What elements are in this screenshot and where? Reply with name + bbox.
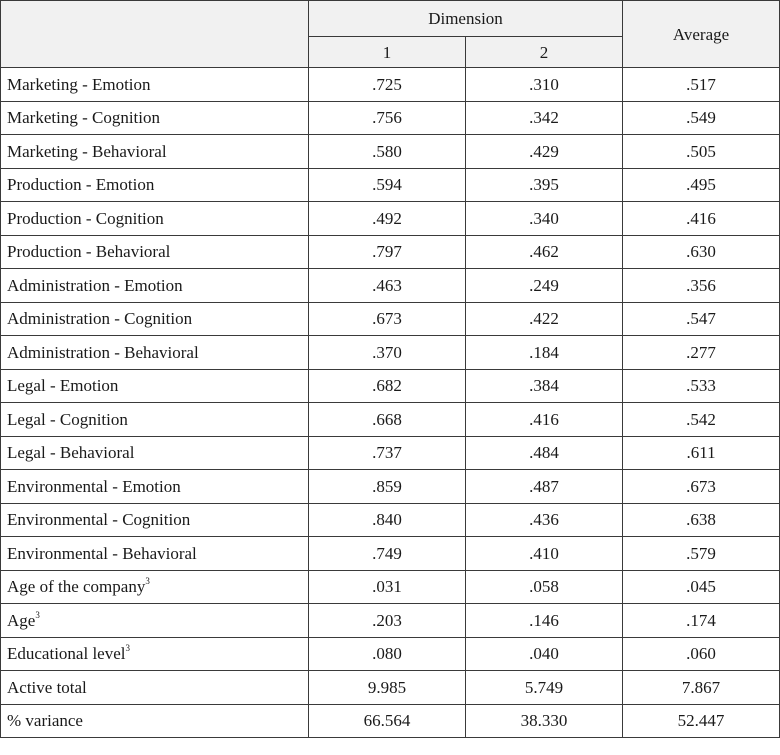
row-label: Administration - Behavioral [7,342,199,362]
dimension-2-value: .040 [466,637,623,671]
average-value: .579 [623,537,780,571]
row-label-cell [1,671,309,705]
row-label-cell [1,403,309,437]
row-label-cell [1,101,309,135]
row-label: Administration - Emotion [7,275,183,295]
table-row [1,671,780,705]
dimension-2-value: .342 [466,101,623,135]
dimension-2-value: .340 [466,202,623,236]
footnote-marker: 3 [145,576,150,587]
average-value: 7.867 [623,671,780,705]
row-label-cell [1,202,309,236]
dimension-1-value: .859 [309,470,466,504]
row-label-cell [1,604,309,638]
dimension-2-value: .484 [466,436,623,470]
row-label: Environmental - Emotion [7,476,181,496]
table-row [1,235,780,269]
dimension-2-value: .310 [466,68,623,102]
row-label-cell [1,470,309,504]
table-row [1,637,780,671]
row-label: Marketing - Cognition [7,108,160,128]
table-body [1,68,780,738]
row-label-cell [1,336,309,370]
row-label: Environmental - Cognition [7,510,191,530]
dimension-2-value: .184 [466,336,623,370]
row-label: Active total [7,677,87,697]
table-header [1,1,780,68]
average-value: .060 [623,637,780,671]
average-value: .495 [623,168,780,202]
table-row [1,101,780,135]
dimension-2-value: .436 [466,503,623,537]
row-label: Production - Behavioral [7,242,171,262]
dimension-1-value: .370 [309,336,466,370]
dimension-1-value: 66.564 [309,704,466,738]
dimension-2-header: 2 [466,37,623,68]
dimension-2-value: .487 [466,470,623,504]
row-label: Production - Emotion [7,175,155,195]
header-blank-cell [1,1,309,68]
row-label-cell [1,135,309,169]
table-row [1,369,780,403]
row-label-cell [1,168,309,202]
average-value: .611 [623,436,780,470]
row-label: Administration - Cognition [7,309,193,329]
table-row [1,135,780,169]
table-row [1,403,780,437]
row-label-cell [1,369,309,403]
dimension-2-value: .146 [466,604,623,638]
table-row [1,168,780,202]
dimension-2-value: .410 [466,537,623,571]
dimension-1-value: 9.985 [309,671,466,705]
average-value: .277 [623,336,780,370]
row-label: Legal - Cognition [7,409,128,429]
dimension-2-value: .462 [466,235,623,269]
dimension-1-value: .749 [309,537,466,571]
average-value: .416 [623,202,780,236]
row-label: % variance [7,711,83,731]
dimension-2-value: .416 [466,403,623,437]
row-label-cell [1,235,309,269]
table-row [1,68,780,102]
row-label-cell [1,302,309,336]
average-value: .517 [623,68,780,102]
dimension-1-value: .203 [309,604,466,638]
table-row [1,604,780,638]
row-label-cell [1,269,309,303]
dimension-1-value: .463 [309,269,466,303]
dimension-1-value: .080 [309,637,466,671]
dimension-1-value: .673 [309,302,466,336]
table-row [1,269,780,303]
row-label-cell [1,637,309,671]
dimension-1-value: .737 [309,436,466,470]
table-row [1,704,780,738]
dimension-1-value: .594 [309,168,466,202]
row-label-cell [1,436,309,470]
dimension-header: Dimension [309,1,623,37]
dimension-2-value: .384 [466,369,623,403]
dimension-1-value: .756 [309,101,466,135]
dimension-2-value: .249 [466,269,623,303]
row-label: Age of the company [7,577,146,597]
row-label: Marketing - Behavioral [7,141,167,161]
row-label: Marketing - Emotion [7,74,151,94]
average-value: 52.447 [623,704,780,738]
average-value: .673 [623,470,780,504]
average-value: .547 [623,302,780,336]
average-value: .549 [623,101,780,135]
table-row [1,336,780,370]
dimension-1-value: .492 [309,202,466,236]
dimension-1-value: .797 [309,235,466,269]
dimension-1-value: .682 [309,369,466,403]
average-value: .505 [623,135,780,169]
average-value: .533 [623,369,780,403]
average-value: .356 [623,269,780,303]
row-label: Production - Cognition [7,208,164,228]
average-header: Average [623,1,780,68]
dimension-2-value: 5.749 [466,671,623,705]
table-row [1,436,780,470]
average-value: .542 [623,403,780,437]
row-label-cell [1,503,309,537]
footnote-marker: 3 [125,643,130,654]
row-label-cell [1,537,309,571]
dimension-1-value: .840 [309,503,466,537]
row-label: Environmental - Behavioral [7,543,197,563]
dimension-1-value: .031 [309,570,466,604]
row-label-cell [1,704,309,738]
dimension-2-value: .429 [466,135,623,169]
table-row [1,470,780,504]
footnote-marker: 3 [35,609,40,620]
dimension-1-value: .668 [309,403,466,437]
dimension-1-value: .580 [309,135,466,169]
row-label: Legal - Behavioral [7,443,135,463]
dimension-1-header: 1 [309,37,466,68]
average-value: .045 [623,570,780,604]
row-label-cell [1,570,309,604]
average-value: .630 [623,235,780,269]
table-row [1,537,780,571]
row-label: Age [7,610,36,630]
dimension-1-value: .725 [309,68,466,102]
dimension-2-value: .395 [466,168,623,202]
average-value: .174 [623,604,780,638]
header-row-top [1,1,780,37]
average-value: .638 [623,503,780,537]
row-label: Legal - Emotion [7,376,119,396]
dimension-2-value: .422 [466,302,623,336]
table-row [1,570,780,604]
table-row [1,202,780,236]
table-row [1,302,780,336]
dimension-2-value: 38.330 [466,704,623,738]
row-label-cell [1,68,309,102]
table-row [1,503,780,537]
row-label: Educational level [7,644,126,664]
dimension-2-value: .058 [466,570,623,604]
